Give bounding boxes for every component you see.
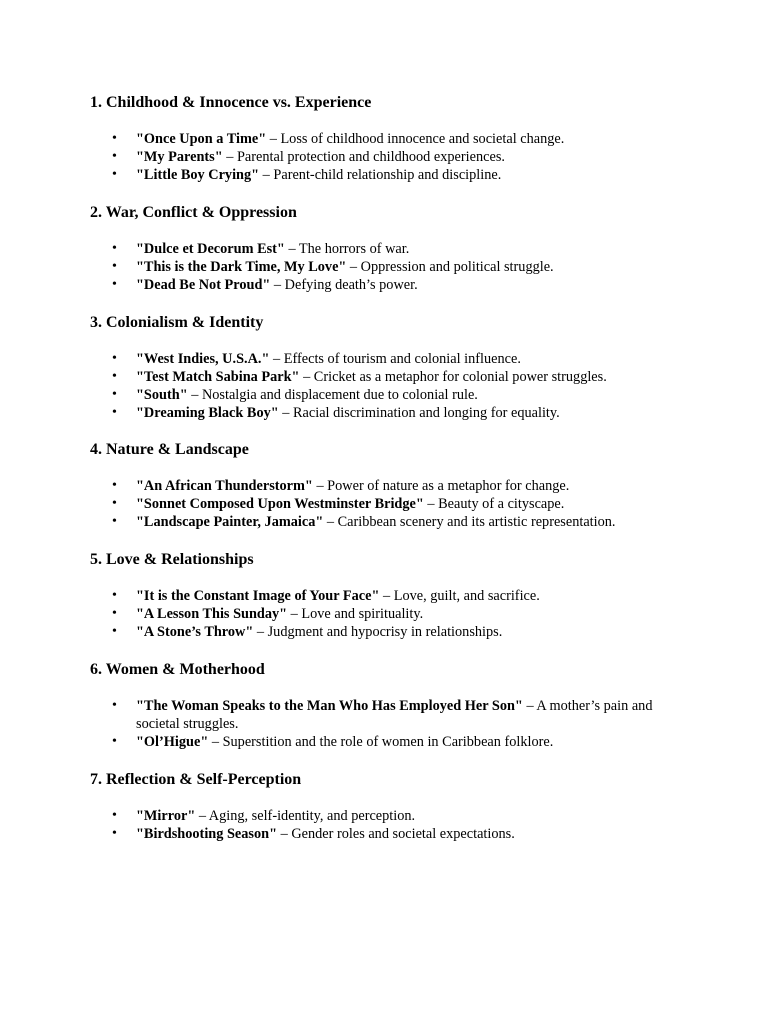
poem-title: "Little Boy Crying" — [136, 167, 260, 183]
bullet-icon: • — [112, 826, 117, 841]
bullet-icon: • — [112, 698, 117, 713]
section-heading: 3. Colonialism & Identity — [90, 314, 264, 331]
section-nature — [90, 440, 680, 531]
section-women — [90, 660, 680, 751]
poem-title: "A Lesson This Sunday" — [136, 606, 288, 622]
poem-list — [90, 130, 680, 184]
list-item — [90, 697, 680, 733]
list-item — [90, 276, 680, 294]
poem-title: "West Indies, U.S.A." — [136, 351, 270, 367]
bullet-icon: • — [112, 387, 117, 402]
section-heading: 6. Women & Motherhood — [90, 661, 265, 678]
poem-title: "Sonnet Composed Upon Westminster Bridge" — [136, 496, 424, 512]
poem-description: – Superstition and the role of women in Caribbean folklore. — [208, 734, 554, 750]
poem-list — [90, 697, 680, 751]
poem-list — [90, 587, 680, 641]
bullet-icon: • — [112, 241, 117, 256]
poem-description: – The horrors of war. — [284, 241, 410, 257]
poem-description: – Effects of tourism and colonial influence. — [269, 351, 521, 367]
bullet-icon: • — [112, 149, 117, 164]
poem-description: – A mother’s pain and societal struggles. — [136, 698, 653, 732]
poem-description: – Caribbean scenery and its artistic representation. — [323, 514, 616, 530]
section-heading: 2. War, Conflict & Oppression — [90, 204, 297, 221]
bullet-icon: • — [112, 606, 117, 621]
section-childhood — [90, 93, 680, 184]
bullet-icon: • — [112, 624, 117, 639]
section-reflection — [90, 770, 680, 843]
poem-title: "Ol’Higue" — [136, 734, 209, 750]
bullet-icon: • — [112, 808, 117, 823]
poem-description: – Beauty of a cityscape. — [423, 496, 565, 512]
section-heading: 1. Childhood & Innocence vs. Experience — [90, 94, 372, 111]
poem-description: – Judgment and hypocrisy in relationships. — [253, 624, 503, 640]
bullet-icon: • — [112, 351, 117, 366]
poem-title: "Landscape Painter, Jamaica" — [136, 514, 324, 530]
poem-title: "South" — [136, 387, 188, 403]
poem-description: – Racial discrimination and longing for equality. — [278, 405, 560, 421]
list-item — [90, 733, 680, 751]
bullet-icon: • — [112, 588, 117, 603]
bullet-icon: • — [112, 277, 117, 292]
poem-description: – Love and spirituality. — [287, 606, 424, 622]
poem-title: "Mirror" — [136, 808, 196, 824]
bullet-icon: • — [112, 167, 117, 182]
poem-title: "Test Match Sabina Park" — [136, 369, 300, 385]
poem-title: "My Parents" — [136, 149, 223, 165]
bullet-icon: • — [112, 734, 117, 749]
poem-description: – Loss of childhood innocence and societal change. — [266, 131, 565, 147]
list-item — [90, 605, 680, 623]
poem-description: – Oppression and political struggle. — [346, 259, 554, 275]
list-item — [90, 477, 680, 495]
bullet-icon: • — [112, 514, 117, 529]
section-heading: 4. Nature & Landscape — [90, 441, 249, 458]
poem-title: "It is the Constant Image of Your Face" — [136, 588, 380, 604]
bullet-icon: • — [112, 369, 117, 384]
list-item — [90, 807, 680, 825]
bullet-icon: • — [112, 131, 117, 146]
bullet-icon: • — [112, 259, 117, 274]
bullet-icon: • — [112, 496, 117, 511]
poem-description: – Parental protection and childhood experiences. — [222, 149, 505, 165]
section-heading: 7. Reflection & Self-Perception — [90, 771, 302, 788]
list-item — [90, 623, 680, 641]
list-item — [90, 386, 680, 404]
list-item — [90, 166, 680, 184]
poem-list — [90, 350, 680, 422]
section-war — [90, 203, 680, 294]
list-item — [90, 130, 680, 148]
poem-description: – Gender roles and societal expectations. — [277, 826, 515, 842]
section-colonialism — [90, 313, 680, 422]
list-item — [90, 825, 680, 843]
poem-title: "A Stone’s Throw" — [136, 624, 254, 640]
poem-title: "An African Thunderstorm" — [136, 478, 313, 494]
poem-list — [90, 240, 680, 294]
poem-title: "Dead Be Not Proud" — [136, 277, 271, 293]
poem-description: – Nostalgia and displacement due to colonial rule. — [187, 387, 478, 403]
poem-list — [90, 807, 680, 843]
poem-title: "Birdshooting Season" — [136, 826, 278, 842]
poem-description: – Cricket as a metaphor for colonial power struggles. — [299, 369, 607, 385]
list-item — [90, 148, 680, 166]
list-item — [90, 350, 680, 368]
list-item — [90, 404, 680, 422]
bullet-icon: • — [112, 478, 117, 493]
poem-list — [90, 477, 680, 531]
poem-description: – Defying death’s power. — [270, 277, 418, 293]
list-item — [90, 240, 680, 258]
list-item — [90, 368, 680, 386]
poem-description: – Power of nature as a metaphor for change. — [312, 478, 570, 494]
list-item — [90, 513, 680, 531]
section-love — [90, 550, 680, 641]
poem-title: "This is the Dark Time, My Love" — [136, 259, 347, 275]
bullet-icon: • — [112, 405, 117, 420]
poem-description: – Aging, self-identity, and perception. — [195, 808, 416, 824]
list-item — [90, 495, 680, 513]
list-item — [90, 587, 680, 605]
poem-title: "Dreaming Black Boy" — [136, 405, 279, 421]
section-heading: 5. Love & Relationships — [90, 551, 254, 568]
poem-description: – Parent-child relationship and discipline. — [259, 167, 502, 183]
poem-title: "Dulce et Decorum Est" — [136, 241, 285, 257]
poem-title: "The Woman Speaks to the Man Who Has Employed Her Son" — [136, 698, 523, 714]
list-item — [90, 258, 680, 276]
poem-title: "Once Upon a Time" — [136, 131, 267, 147]
poem-description: – Love, guilt, and sacrifice. — [379, 588, 540, 604]
